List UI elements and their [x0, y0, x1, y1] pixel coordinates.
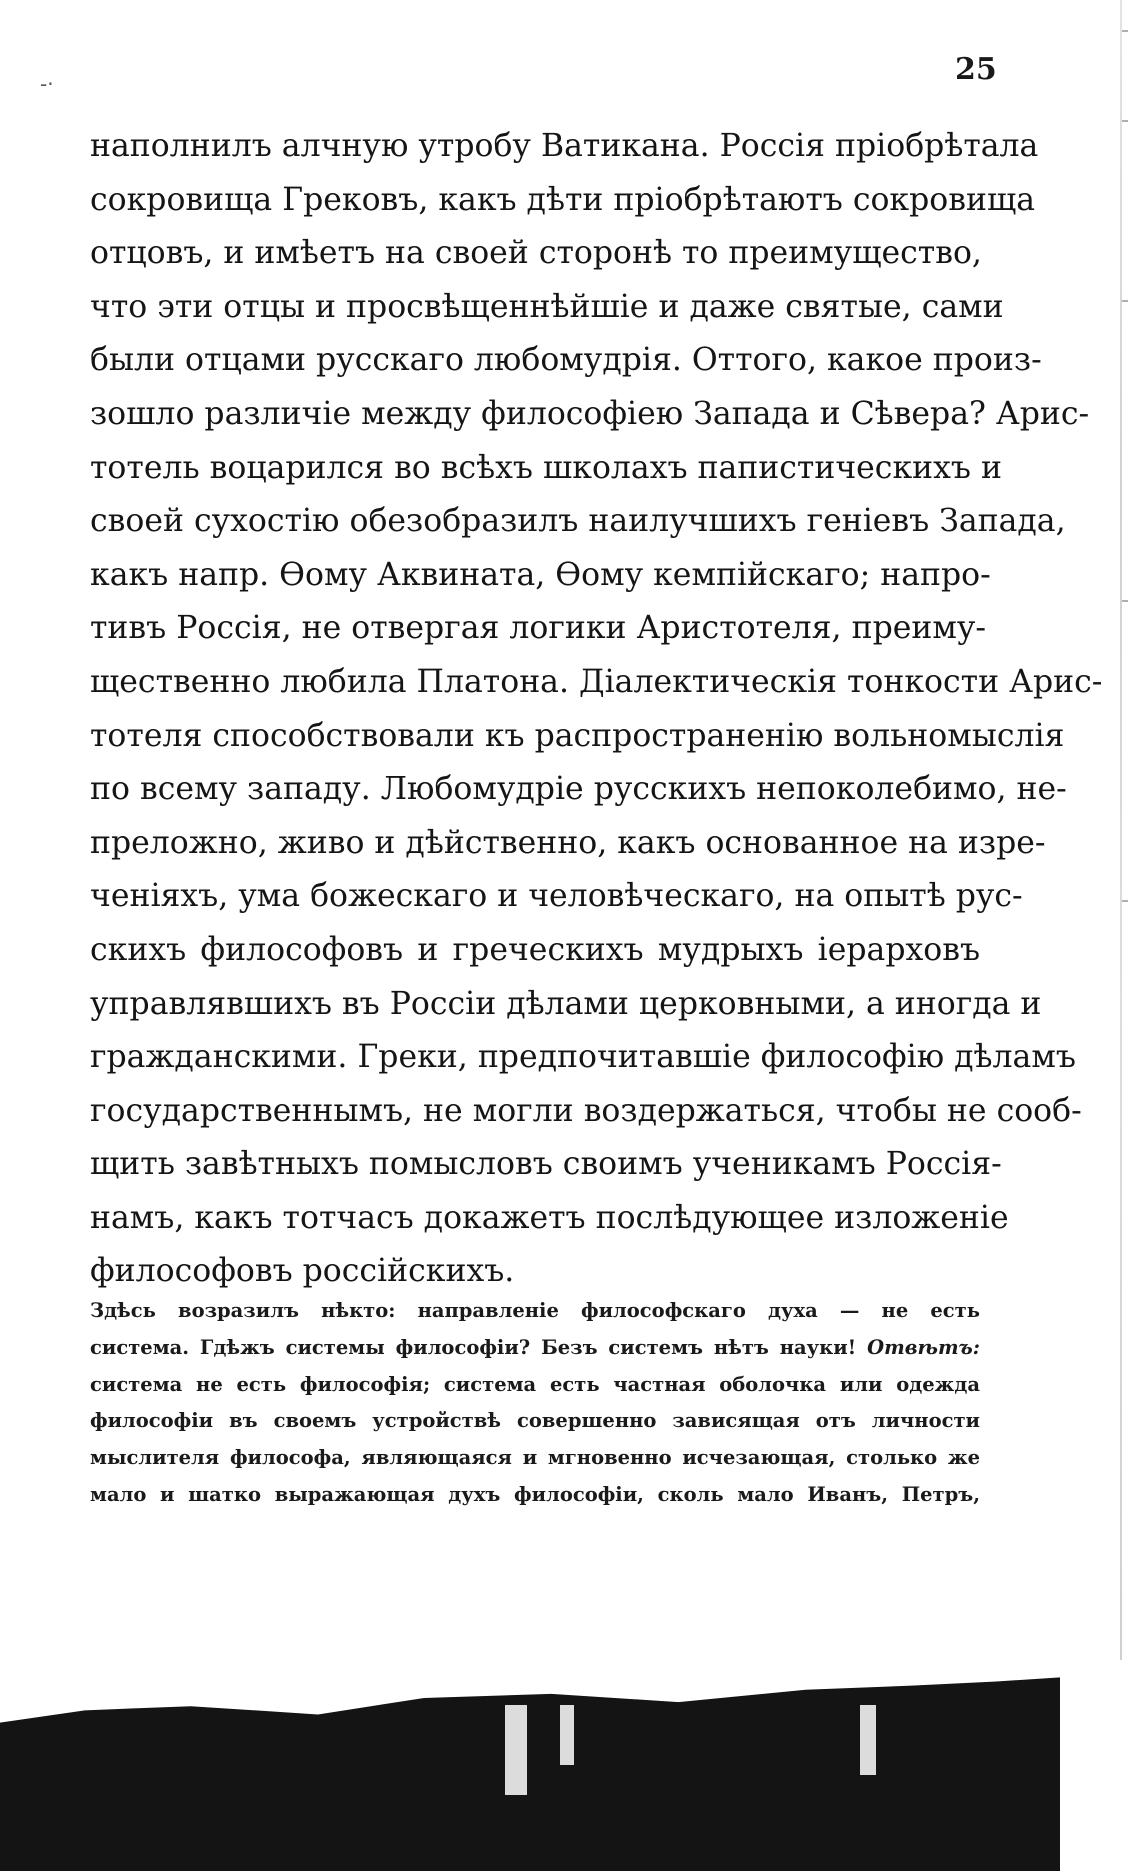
footnote-line	[90, 1330, 980, 1367]
text-line: своей сухостію обезобразилъ наилучшихъ геніевъ Запада,	[90, 503, 1066, 540]
text-line: зошло различіе между философіею Запада и Сѣвера? Арис-	[90, 395, 1090, 432]
text-line: ченіяхъ, ума божескаго и человѣческаго, на опытѣ рус-	[90, 878, 1023, 915]
text-line: тотель воцарился во всѣхъ школахъ папистическихъ и	[90, 449, 1002, 486]
edge-tick	[1122, 120, 1128, 122]
edge-tick	[1122, 300, 1128, 302]
footnote-line: философіи въ своемъ устройствѣ совершенно зависящая отъ личности	[90, 1409, 980, 1433]
text-line: щить завѣтныхъ помысловъ своимъ ученикамъ Россія-	[90, 1146, 1002, 1183]
text-line: были отцами русскаго любомудрія. Оттого, какое произ-	[90, 342, 1042, 379]
text-line: преложно, живо и дѣйственно, какъ основанное на изре-	[90, 824, 1046, 861]
main-text-block	[90, 120, 1103, 1299]
text-line: по всему западу. Любомудріе русскихъ непоколебимо, не-	[90, 771, 1067, 808]
text-line: какъ напр. Ѳому Аквината, Ѳому кемпійскаго; напро-	[90, 556, 991, 593]
footnote-line-text: система. Гдѣжъ системы философіи? Безъ системъ нѣтъ науки!	[90, 1335, 857, 1359]
scan-bottom-shadow	[0, 1665, 1060, 1871]
footnote-line: система не есть философія; система есть частная оболочка или одежда	[90, 1372, 980, 1396]
footnote-answer-label: Отвѣтъ:	[867, 1335, 980, 1359]
footnote-line: Здѣсь возразилъ нѣкто: направленіе философскаго духа — не есть	[90, 1299, 980, 1322]
edge-tick	[1122, 600, 1128, 602]
text-line: гражданскими. Греки, предпочитавшіе философію дѣламъ	[90, 1039, 1076, 1076]
text-line: управлявшихъ въ Россіи дѣлами церковными, а иногда и	[90, 985, 1042, 1022]
scan-shadow-gap	[505, 1705, 527, 1795]
text-line: сокровища Грековъ, какъ дѣти пріобрѣтаютъ сокровища	[90, 181, 1036, 218]
text-line-last: философовъ россійскихъ.	[90, 1253, 515, 1290]
scan-shadow-gap	[860, 1705, 876, 1775]
scan-shadow-gap	[560, 1705, 574, 1765]
edge-tick	[1122, 900, 1128, 902]
footnote-line: мыслителя философа, являющаяся и мгновенно исчезающая, столько же	[90, 1446, 980, 1470]
text-line: скихъ философовъ и греческихъ мудрыхъ іерарховъ	[90, 931, 980, 968]
footnote-block	[90, 1293, 980, 1514]
footnote-line: мало и шатко выражающая духъ философіи, сколь мало Иванъ, Петръ,	[90, 1482, 980, 1506]
page-number: 25	[955, 52, 997, 87]
edge-tick	[1122, 30, 1128, 32]
stray-mark: -·	[40, 72, 54, 96]
text-line: тивъ Россія, не отвергая логики Аристотеля, преиму-	[90, 610, 987, 647]
text-line: что эти отцы и просвѣщеннѣйшіе и даже святые, сами	[90, 288, 1004, 325]
text-line: тотеля способствовали къ распространенію вольномыслія	[90, 717, 1065, 754]
text-line: намъ, какъ тотчасъ докажетъ послѣдующее изложеніе	[90, 1199, 1009, 1236]
text-line: отцовъ, и имѣетъ на своей сторонѣ то преимущество,	[90, 235, 982, 272]
text-line: государственнымъ, не могли воздержаться, чтобы не сооб-	[90, 1092, 1082, 1129]
text-line: щественно любила Платона. Діалектическія тонкости Арис-	[90, 663, 1103, 700]
text-line: наполнилъ алчную утробу Ватикана. Россія пріобрѣтала	[90, 128, 1039, 164]
page-edge-shadow	[1120, 0, 1122, 1660]
